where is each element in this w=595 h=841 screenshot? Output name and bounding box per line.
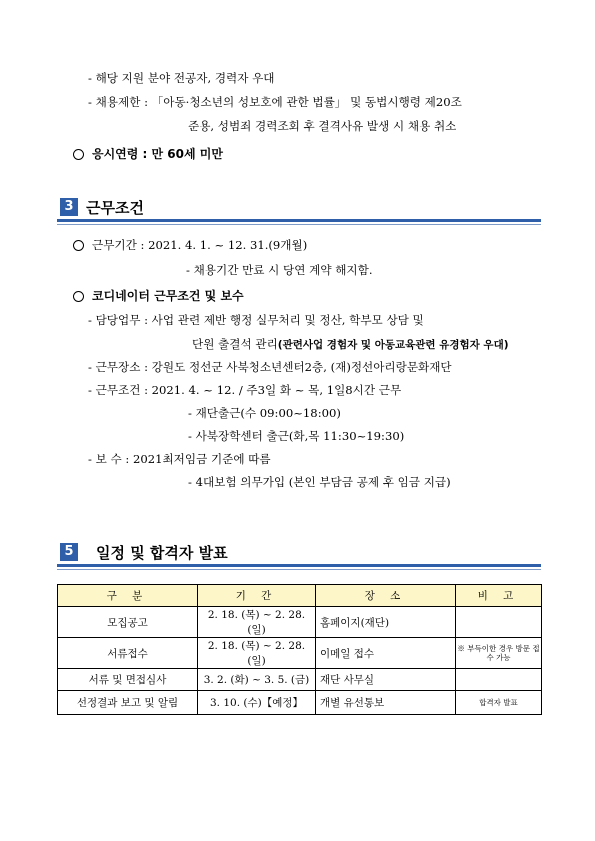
work-period-text: 근무기간 : 2021. 4. 1. ~ 12. 31.(9개월) [92, 238, 308, 252]
table-cell: 선정결과 보고 및 알림 [58, 691, 198, 715]
section-3-rule-thin [57, 224, 541, 225]
table-cell: 서류접수 [58, 638, 198, 669]
table-cell: 모집공고 [58, 607, 198, 638]
table-cell: 합격자 발표 [456, 691, 542, 715]
table-cell: 3. 10. (수)【예정】 [198, 691, 316, 715]
table-cell [456, 607, 542, 638]
table-cell: 2. 18. (목) ~ 2. 28. (일) [198, 638, 316, 669]
table-cell: 2. 18. (목) ~ 2. 28. (일) [198, 607, 316, 638]
section-5-rule-thin [57, 569, 541, 570]
table-header-cell: 기 간 [198, 585, 316, 607]
age-limit-text: 응시연령 : 만 60세 미만 [92, 147, 223, 161]
work-conditions-a: - 재단출근(수 09:00~18:00) [188, 406, 341, 420]
table-header-cell: 비 고 [456, 585, 542, 607]
work-place: - 근무장소 : 강원도 정선군 사북청소년센터2층, (재)정선아리랑문화재단 [88, 360, 452, 374]
work-conditions-b: - 사북장학센터 출근(화,목 11:30~19:30) [188, 429, 405, 443]
table-header-cell: 장 소 [316, 585, 456, 607]
schedule-table [57, 584, 542, 715]
table-cell: ※ 부득이한 경우 방문 접수 가능 [456, 638, 542, 669]
section-5-number: 5 [60, 543, 78, 561]
circle-bullet-icon [73, 149, 84, 160]
circle-bullet-icon [73, 291, 84, 302]
work-conditions: - 근무조건 : 2021. 4. ~ 12. / 주3일 화 ~ 목, 1일8시간 근무 [88, 383, 402, 397]
table-row [58, 607, 542, 638]
coordinator-heading-text: 코디네이터 근무조건 및 보수 [92, 289, 244, 303]
table-cell [456, 669, 542, 691]
intro-line-2: - 채용제한 : 「아동·청소년의 성보호에 관한 법률」 및 동법시행령 제20조 [88, 95, 462, 109]
duty-line-1: - 담당업무 : 사업 관련 제반 행정 실무처리 및 정산, 학부모 상담 및 [88, 313, 424, 327]
intro-line-1: - 해당 지원 분야 전공자, 경력자 우대 [88, 71, 275, 85]
pay: - 보 수 : 2021최저임금 기준에 따름 [88, 452, 271, 466]
table-cell: 3. 2. (화) ~ 3. 5. (금) [198, 669, 316, 691]
work-period-note: - 채용기간 만료 시 당연 계약 해지함. [186, 263, 373, 277]
table-cell: 재단 사무실 [316, 669, 456, 691]
intro-line-3: 준용, 성범죄 경력조회 후 결격사유 발생 시 채용 취소 [188, 119, 457, 133]
table-header-row [58, 585, 542, 607]
section-5-rule [57, 564, 541, 567]
table-row [58, 669, 542, 691]
coordinator-heading [73, 287, 244, 304]
table-row [58, 638, 542, 669]
duty-preference-note: (관련사업 경험자 및 아동교육관련 유경험자 우대) [277, 339, 509, 351]
age-limit [73, 145, 223, 162]
work-period [73, 237, 307, 253]
table-cell: 홈페이지(재단) [316, 607, 456, 638]
table-cell: 개별 유선통보 [316, 691, 456, 715]
circle-bullet-icon [73, 240, 84, 251]
section-5-title: 일정 및 합격자 발표 [96, 544, 228, 562]
table-header-cell: 구 분 [58, 585, 198, 607]
table-cell: 이메일 접수 [316, 638, 456, 669]
section-3-title: 근무조건 [86, 199, 144, 217]
duty-line-2 [192, 336, 509, 352]
pay-note: - 4대보험 의무가입 (본인 부담금 공제 후 임금 지급) [188, 475, 451, 489]
section-3-rule [57, 219, 541, 222]
table-cell: 서류 및 면접심사 [58, 669, 198, 691]
duty-line-2-text: 단원 출결석 관리 [192, 337, 278, 351]
section-3-number: 3 [60, 198, 78, 216]
table-row [58, 691, 542, 715]
